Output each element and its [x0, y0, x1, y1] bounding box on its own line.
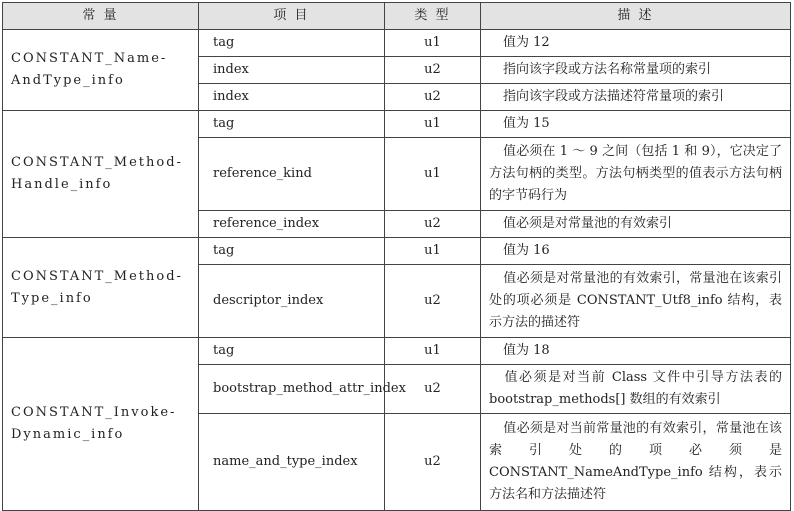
item-type: u1 — [385, 238, 481, 265]
item-type: u1 — [385, 338, 481, 365]
item-name: tag — [199, 338, 385, 365]
constant-name: CONSTANT_Method-Type_info — [3, 238, 199, 338]
item-name: tag — [199, 111, 385, 138]
item-description: 值为 12 — [481, 30, 791, 57]
header-row — [3, 3, 791, 30]
header-constant: 常 量 — [3, 3, 199, 30]
item-type: u2 — [385, 365, 481, 414]
item-description: 值必须在 1 ～ 9 之间（包括 1 和 9），它决定了方法句柄的类型。方法句柄类型的值表示方法句柄的字节码行为 — [481, 138, 791, 211]
item-description: 值必须是对当前常量池的有效索引，常量池在该索引处的项必须是 CONSTANT_NameAndType_info 结构，表示方法名和方法描述符 — [481, 414, 791, 511]
item-name: name_and_type_index — [199, 414, 385, 511]
item-description: 值为 15 — [481, 111, 791, 138]
constant-name: CONSTANT_Method-Handle_info — [3, 111, 199, 238]
item-description: 值为 18 — [481, 338, 791, 365]
table-row — [3, 238, 791, 265]
item-name: reference_index — [199, 211, 385, 238]
constant-name: CONSTANT_Invoke-Dynamic_info — [3, 338, 199, 511]
item-name: bootstrap_method_attr_index — [199, 365, 385, 414]
item-type: u2 — [385, 414, 481, 511]
header-type: 类 型 — [385, 3, 481, 30]
table-row — [3, 111, 791, 138]
item-name: tag — [199, 238, 385, 265]
item-type: u2 — [385, 265, 481, 338]
table-row — [3, 338, 791, 365]
item-type: u1 — [385, 111, 481, 138]
item-name: reference_kind — [199, 138, 385, 211]
header-item: 项 目 — [199, 3, 385, 30]
item-description: 值为 16 — [481, 238, 791, 265]
item-name: index — [199, 57, 385, 84]
item-type: u2 — [385, 84, 481, 111]
item-description: 值必须是对常量池的有效索引 — [481, 211, 791, 238]
item-type: u2 — [385, 57, 481, 84]
item-description: 指向该字段或方法描述符常量项的索引 — [481, 84, 791, 111]
item-name: tag — [199, 30, 385, 57]
item-description: 值必须是对常量池的有效索引，常量池在该索引处的项必须是 CONSTANT_Utf8_info 结构，表示方法的描述符 — [481, 265, 791, 338]
item-type: u2 — [385, 211, 481, 238]
item-type: u1 — [385, 30, 481, 57]
item-description: 值必须是对当前 Class 文件中引导方法表的 bootstrap_methods[] 数组的有效索引 — [481, 365, 791, 414]
item-type: u1 — [385, 138, 481, 211]
item-description: 指向该字段或方法名称常量项的索引 — [481, 57, 791, 84]
constant-name: CONSTANT_Name-AndType_info — [3, 30, 199, 111]
header-description: 描 述 — [481, 3, 791, 30]
item-name: index — [199, 84, 385, 111]
constant-pool-table — [2, 2, 791, 511]
table-row — [3, 30, 791, 57]
item-name: descriptor_index — [199, 265, 385, 338]
